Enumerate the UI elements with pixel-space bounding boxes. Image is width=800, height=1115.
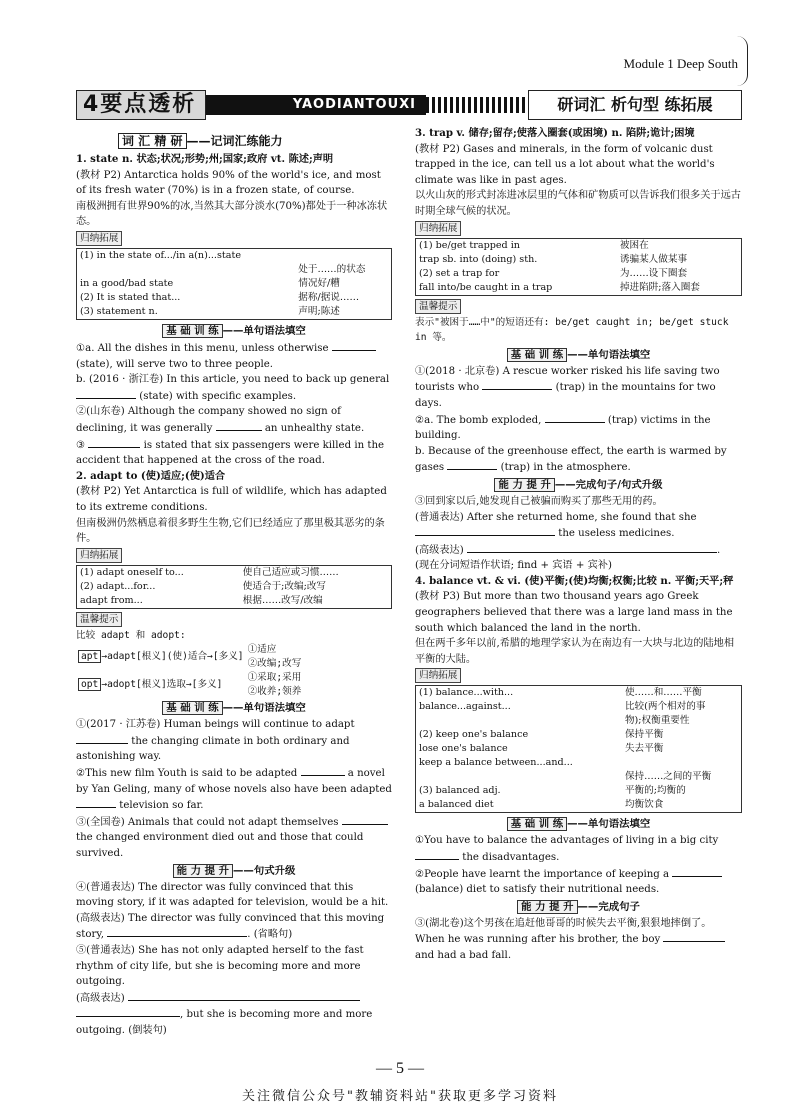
question: ①a. All the dishes in this menu, unless otherwise (state), will serve two to three people. <box>76 340 392 372</box>
train-heading: 能 力 提 升 ——完成句子/句式升级 <box>415 476 742 494</box>
tip-text: 比较 adapt 和 adopt: <box>76 629 186 641</box>
decorative-brace <box>737 36 748 86</box>
answer-blank[interactable] <box>301 765 345 776</box>
answer-blank[interactable] <box>415 525 555 536</box>
banner-subtitle: 研词汇 析句型 练拓展 <box>528 90 742 120</box>
table-row: (3) balanced adj. 平衡的;均衡的 <box>419 785 686 797</box>
entry-state-head: 1. state n. 状态;状况;形势;州;国家;政府 vt. 陈述;声明 <box>76 153 334 165</box>
answer-blank[interactable] <box>76 733 128 744</box>
table-row: trap sb. into (doing) sth. 诱骗某人做某事 <box>419 253 688 265</box>
question: (高级表达) The director was fully convinced that this moving story, . (省略句) <box>76 912 385 941</box>
summary-tag: 归纳拓展 <box>415 221 461 236</box>
table-row: (1) be/get trapped in 被困在 <box>419 239 649 251</box>
table-row: (1) balance...with... 使……和……平衡 <box>419 687 702 699</box>
summary-tag: 归纳拓展 <box>415 668 461 683</box>
summary-table-adapt <box>76 565 392 609</box>
question: ①You have to balance the advantages of living in a big city the disadvantages. <box>415 835 719 864</box>
question: (现在分词短语作状语; find + 宾语 + 宾补) <box>415 560 612 572</box>
table-row: balance...against... 比较(两个相对的事 <box>419 701 706 713</box>
footer-note: 关注微信公众号"教辅资料站"获取更多学习资料 <box>242 1089 558 1104</box>
question: ①(2018 · 北京卷) A rescue worker risked his life saving two tourists who (trap) in the mountains for two days. <box>415 365 720 409</box>
answer-blank[interactable] <box>415 849 459 860</box>
compare-apt: apt →adapt[根义](使)适合→[多义] ①适应 ②改编;改写 opt →adopt[根义]选取→[多义] ①采取;采用 ②收养;领养 <box>76 643 303 699</box>
table-row: in a good/bad state 情况好/糟 <box>80 277 340 289</box>
table-row: (3) statement n. 声明;陈述 <box>80 305 340 317</box>
question: b. (2016 · 浙江卷) In this article, you need to back up general (state) with specific examples. <box>76 374 390 402</box>
section-banner <box>76 90 742 120</box>
question: ④(普通表达) The director was fully convinced that this moving story, if it was adapted for television, would be a hit. <box>76 881 389 909</box>
table-row: keep a balance between...and... <box>419 757 573 769</box>
question: ②(山东卷) Although the company showed no sign of declining, it was generally an unhealthy state. <box>76 406 365 434</box>
tip-text: 表示"被困于……中"的短语还有: be/get caught in; be/get stuck in 等。 <box>415 316 729 344</box>
page-number: — 5 — <box>376 1060 424 1077</box>
train-heading: 基 础 训 练 ——单句语法填空 <box>76 322 392 340</box>
table-row: (2) set a trap for 为……设下圈套 <box>419 267 688 279</box>
question: (高级表达) <box>76 990 392 1007</box>
train-heading: 基 础 训 练 ——单句语法填空 <box>415 815 742 833</box>
question: When he was running after his brother, the boy <box>415 931 742 948</box>
summary-tag: 归纳拓展 <box>76 548 122 563</box>
table-row: a balanced diet 均衡饮食 <box>419 799 664 811</box>
question: (普通表达) After she returned home, she found that she the useless medicines. <box>415 511 697 540</box>
table-row: (1) in the state of.../in a(n)...state <box>80 249 242 261</box>
answer-blank[interactable] <box>76 388 136 399</box>
answer-blank[interactable] <box>88 437 140 448</box>
table-row: (2) keep one's balance 保持平衡 <box>419 729 664 741</box>
entry-adapt-cn: 但南极洲仍然栖息着很多野生生物,它们已经适应了那里极其恶劣的条件。 <box>76 517 385 545</box>
train-heading: 基 础 训 练 ——单句语法填空 <box>76 699 392 717</box>
answer-blank[interactable] <box>128 990 360 1001</box>
table-row: (1) adapt oneself to... 使自己适应或习惯…… <box>80 566 339 578</box>
entry-adapt-example: (教材 P2) Yet Antarctica is full of wildlife, which has adapted to its extreme conditions. <box>76 486 387 513</box>
question: ③回到家以后,她发现自己被骗而购买了那些无用的药。 <box>415 495 663 507</box>
banner-pinyin: YAODIANTOUXI <box>206 95 426 115</box>
train-heading: 能 力 提 升 ——句式升级 <box>76 862 392 880</box>
answer-blank[interactable] <box>447 459 497 470</box>
entry-balance-example: (教材 P3) But more than two thousand years ago Greek geographers believed that there was a large land mass in the south which balanced the land in the north. <box>415 591 733 634</box>
banner-stripe <box>426 97 526 113</box>
table-row: 物);权衡重要性 <box>624 715 690 727</box>
answer-blank[interactable] <box>216 420 262 431</box>
section-sub: ——记词汇练能力 <box>186 134 283 148</box>
answer-blank[interactable] <box>467 542 717 553</box>
table-row: (2) adapt...for... 使适合于;改编;改写 <box>80 580 327 592</box>
answer-blank[interactable] <box>663 931 725 942</box>
entry-balance-cn: 但在两千多年以前,希腊的地理学家认为在南边有一大块与北边的陆地相平衡的大陆。 <box>415 638 735 665</box>
summary-table-state <box>76 248 392 320</box>
question: ②This new film Youth is said to be adapted a novel by Yan Geling, many of whose novels also have been adapted television so far. <box>76 765 392 814</box>
answer-blank[interactable] <box>332 340 376 351</box>
entry-state-cn: 南极洲拥有世界90%的冰,当然其大部分淡水(70%)都处于一种冰冻状态。 <box>76 200 388 228</box>
answer-blank[interactable] <box>107 926 247 937</box>
question: ③(全国卷) Animals that could not adapt themselves the changed environment died out and those that could survived. <box>76 814 392 862</box>
left-column <box>76 126 392 1039</box>
question: b. Because of the greenhouse effect, the earth is warmed by gases (trap) in the atmosphere. <box>415 445 727 474</box>
tip-tag: 温馨提示 <box>415 299 461 314</box>
question: ③(湖北卷)这个男孩在追赶他哥哥的时候失去平衡,狠狠地摔倒了。 <box>415 917 712 929</box>
summary-table-trap <box>415 238 742 296</box>
tip-tag: 温馨提示 <box>76 612 122 627</box>
entry-balance-head: 4. balance vt. & vi. (使)平衡;(使)均衡;权衡;比较 n. 平衡;天平;秤 <box>415 574 734 587</box>
answer-blank[interactable] <box>482 379 552 390</box>
entry-state-example: (教材 P2) Antarctica holds 90% of the world's ice, and most of its fresh water (70%) is in a frozen state, of course. <box>76 169 381 197</box>
table-row: 保持……之间的平衡 <box>624 771 712 783</box>
train-heading: 基 础 训 练 ——单句语法填空 <box>415 346 742 364</box>
entry-trap-cn: 以火山灰的形式封冻进冰层里的气体和矿物质可以告诉我们很多关于远古时期全球气候的状况。 <box>415 190 741 217</box>
summary-table-balance <box>415 685 742 813</box>
entry-adapt-head: 2. adapt to (使)适应;(使)适合 <box>76 469 226 482</box>
table-row: adapt from... 根据……改写/改编 <box>80 594 323 606</box>
table-row: lose one's balance 失去平衡 <box>419 743 664 755</box>
banner-title: 4要点透析 <box>76 90 206 120</box>
train-heading: 能 力 提 升 ——完成句子 <box>415 898 742 916</box>
entry-trap-example: (教材 P2) Gases and minerals, in the form of volcanic dust trapped in the ice, can tell us a lot about what the world's climate was like in past ages. <box>415 143 715 186</box>
summary-tag: 归纳拓展 <box>76 231 122 246</box>
table-row: (2) It is stated that... 据称/据说…… <box>80 291 360 303</box>
question: ②a. The bomb exploded, (trap) victims in the building. <box>415 412 742 444</box>
entry-trap-head: 3. trap v. 储存;留存;使落入圈套(或困境) n. 陷阱;诡计;困境 <box>415 127 695 139</box>
answer-blank[interactable] <box>342 814 388 825</box>
answer-blank[interactable] <box>76 797 116 808</box>
section-heading <box>76 130 392 152</box>
question: ①(2017 · 江苏卷) Human beings will continue to adapt the changing climate in both ordinary and astonishing way. <box>76 719 355 763</box>
section-title: 词 汇 精 研 <box>118 133 187 149</box>
answer-blank[interactable] <box>545 412 605 423</box>
question: ⑤(普通表达) She has not only adapted herself to the fast rhythm of city life, but she is becoming more and more outgoing. <box>76 945 364 988</box>
question: ③ is stated that six passengers were killed in the accident that happened at the cross of the road. <box>76 437 392 469</box>
question: and had a bad fall. <box>415 950 512 961</box>
question: ②People have learnt the importance of keeping a (balance) diet to satisfy their nutritional needs. <box>415 866 742 898</box>
answer-blank[interactable] <box>76 1006 180 1017</box>
answer-blank[interactable] <box>672 866 722 877</box>
question: , but she is becoming more and more outgoing. (倒装句) <box>76 1006 392 1038</box>
table-row: fall into/be caught in a trap 掉进陷阱;落入圈套 <box>419 281 700 293</box>
table-row: 处于……的状态 <box>298 263 366 275</box>
question: (高级表达) . <box>415 542 742 559</box>
right-column <box>415 126 742 964</box>
module-title: Module 1 Deep South <box>623 56 738 71</box>
